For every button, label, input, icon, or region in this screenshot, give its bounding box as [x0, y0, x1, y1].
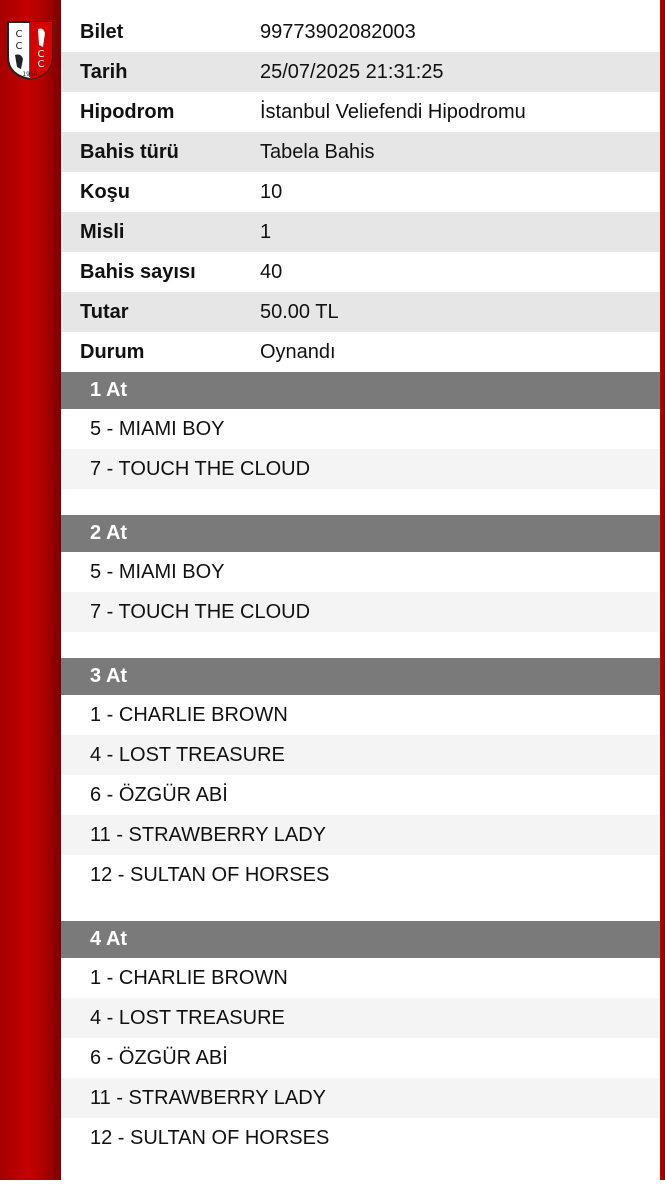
- info-row: [61, 252, 660, 292]
- section-header: 1 At: [61, 372, 660, 409]
- svg-text:C: C: [15, 29, 23, 40]
- info-value: Oynandı: [260, 340, 336, 363]
- info-row: [61, 132, 660, 172]
- info-row: [61, 292, 660, 332]
- section-spacer: [61, 1158, 660, 1184]
- info-row: [61, 212, 660, 252]
- info-value: 25/07/2025 21:31:25: [260, 60, 444, 83]
- info-row: [61, 172, 660, 212]
- svg-text:1950: 1950: [22, 71, 38, 78]
- horse-row: 1 - CHARLIE BROWN: [90, 966, 288, 989]
- info-row: [61, 12, 660, 52]
- horse-row: 12 - SULTAN OF HORSES: [90, 1126, 330, 1149]
- info-label: Tarih: [80, 60, 128, 83]
- horse-row: 6 - ÖZGÜR ABİ: [90, 1046, 228, 1069]
- horse-row: 4 - LOST TREASURE: [61, 998, 660, 1038]
- info-value: 40: [260, 260, 283, 283]
- club-crest-icon: [5, 19, 55, 81]
- info-label: Koşu: [80, 180, 130, 203]
- info-row: [61, 92, 660, 132]
- section-header: 3 At: [61, 658, 660, 695]
- ticket-info-table: [61, 12, 660, 372]
- section-spacer: [61, 632, 660, 658]
- info-label: Bahis türü: [80, 140, 179, 163]
- horse-section: [61, 658, 660, 921]
- horse-section: [61, 515, 660, 658]
- info-value: 99773902082003: [260, 20, 416, 43]
- info-label: Tutar: [80, 300, 129, 323]
- horse-row: 12 - SULTAN OF HORSES: [90, 863, 330, 886]
- info-value: Tabela Bahis: [260, 140, 375, 163]
- svg-text:C: C: [37, 49, 45, 60]
- info-row: [61, 332, 660, 372]
- ticket-detail: [61, 12, 660, 1184]
- section-header: 4 At: [61, 921, 660, 958]
- svg-text:C: C: [15, 41, 23, 52]
- horse-row: 11 - STRAWBERRY LADY: [61, 1078, 660, 1118]
- info-label: Bahis sayısı: [80, 260, 196, 283]
- section-spacer: [61, 895, 660, 921]
- horse-row: 11 - STRAWBERRY LADY: [61, 815, 660, 855]
- info-value: 50.00 TL: [260, 300, 339, 323]
- info-label: Hipodrom: [80, 100, 175, 123]
- horse-row: 5 - MIAMI BOY: [90, 560, 225, 583]
- info-label: Bilet: [80, 20, 124, 43]
- info-label: Misli: [80, 220, 125, 243]
- horse-section: [61, 921, 660, 1184]
- info-value: İstanbul Veliefendi Hipodromu: [260, 100, 526, 123]
- info-row: [61, 52, 660, 92]
- info-label: Durum: [80, 340, 145, 363]
- left-brand-bar: [0, 0, 61, 1180]
- bet-sections: [61, 372, 660, 1184]
- right-edge-bar: [660, 0, 665, 1180]
- horse-row: 4 - LOST TREASURE: [61, 735, 660, 775]
- horse-row: 6 - ÖZGÜR ABİ: [90, 783, 228, 806]
- horse-row: 1 - CHARLIE BROWN: [90, 703, 288, 726]
- horse-section: [61, 372, 660, 515]
- svg-text:C: C: [37, 59, 45, 70]
- horse-row: 7 - TOUCH THE CLOUD: [61, 592, 660, 632]
- section-header: 2 At: [61, 515, 660, 552]
- info-value: 1: [260, 220, 272, 243]
- info-value: 10: [260, 180, 283, 203]
- section-spacer: [61, 489, 660, 515]
- horse-row: 7 - TOUCH THE CLOUD: [61, 449, 660, 489]
- horse-row: 5 - MIAMI BOY: [90, 417, 225, 440]
